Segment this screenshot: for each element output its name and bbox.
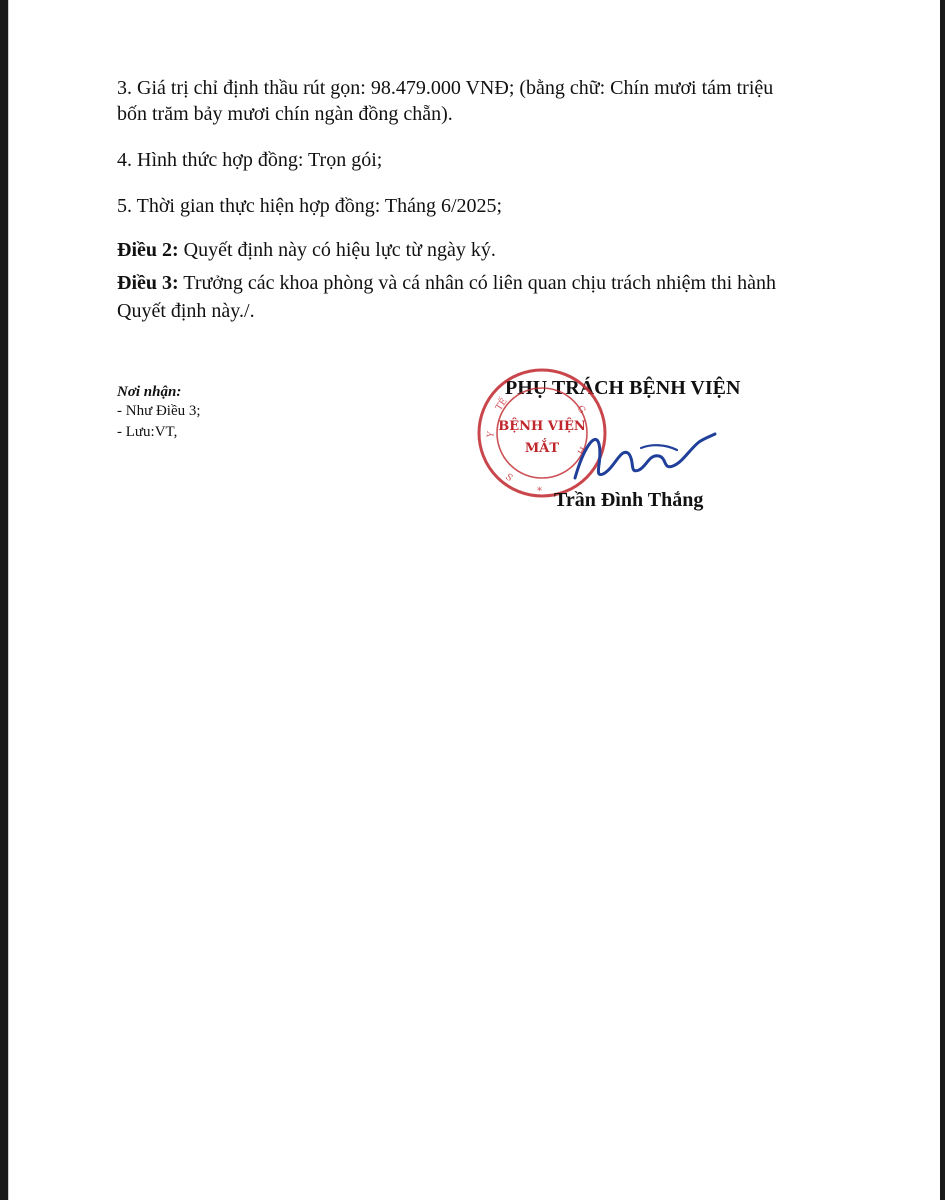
article-2 [117,237,496,264]
article-3-line-2: Quyết định này./. [117,300,255,322]
item-4: 4. Hình thức hợp đồng: Trọn gói; [117,149,383,171]
signature-title: PHỤ TRÁCH BỆNH VIỆN [505,377,741,399]
recipient-item-1: - Như Điều 3; [117,403,201,419]
stamp-text-line-1: BỆNH VIỆN [498,419,586,434]
article-3-text: Trưởng các khoa phòng và cá nhân có liên quan chịu trách nhiệm thi hành [178,272,777,294]
article-3-line-1 [117,270,776,297]
item-3-line-1: 3. Giá trị chỉ định thầu rút gọn: 98.479.000 VNĐ; (bằng chữ: Chín mươi tám triệu [117,77,774,99]
signature-scribble [569,420,719,490]
article-3-label: Điều 3: [117,272,179,294]
svg-text:H: H [576,445,590,458]
item-5: 5. Thời gian thực hiện hợp đồng: Tháng 6/2025; [117,195,503,217]
svg-text:*: * [537,486,542,497]
recipients-heading: Nơi nhận: [117,384,182,400]
svg-text:Y: Y [486,430,497,439]
signer-name: Trần Đình Thắng [554,489,704,511]
svg-text:G: G [574,403,587,416]
recipient-item-2: - Lưu:VT, [117,424,178,440]
article-2-label: Điều 2: [117,239,179,261]
stamp-text-line-2: MẮT [524,441,560,456]
svg-text:TẾ: TẾ [494,396,510,413]
svg-text:S: S [503,472,515,484]
document-page [8,0,940,1200]
signature [569,420,719,490]
article-2-text: Quyết định này có hiệu lực từ ngày ký. [178,239,496,261]
item-3-line-2: bốn trăm bảy mươi chín ngàn đồng chẵn). [117,103,453,125]
